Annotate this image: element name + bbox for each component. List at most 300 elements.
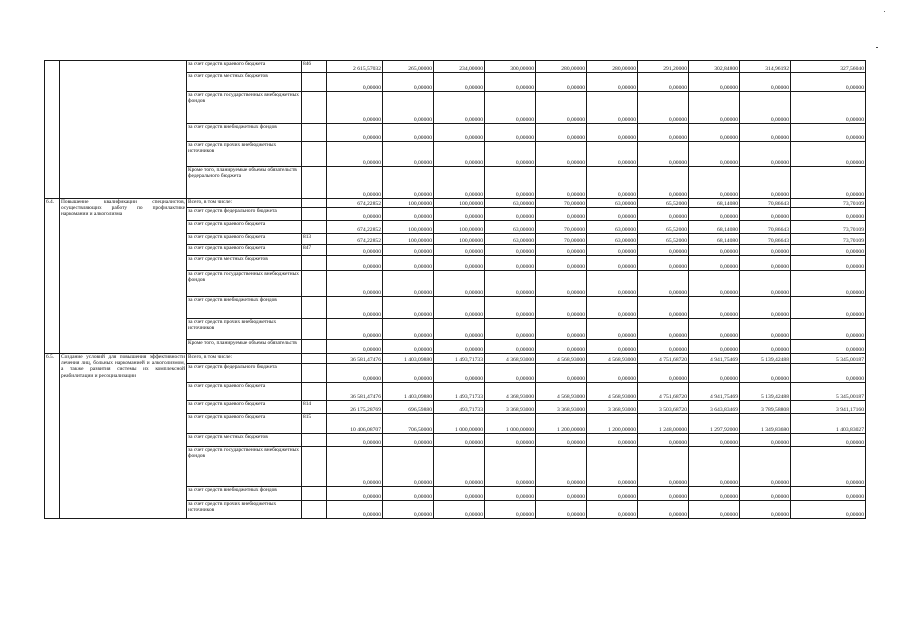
- amount-year: 0,00000: [434, 92, 485, 124]
- amount-year: 0,00000: [791, 271, 866, 297]
- amount-year: 0,00000: [638, 447, 689, 487]
- amount-total: 26 175,28769: [327, 401, 383, 414]
- amount-year: 0,00000: [740, 142, 791, 167]
- budget-code: [302, 319, 327, 340]
- amount-year: 0,00000: [383, 73, 434, 92]
- amount-year: 0,00000: [587, 297, 638, 319]
- budget-code: [302, 73, 327, 92]
- amount-year: 70,00000: [536, 199, 587, 208]
- amount-year: 4 568,93000: [587, 383, 638, 401]
- amount-year: 1 200,00000: [536, 414, 587, 434]
- amount-total: 0,00000: [327, 364, 383, 383]
- funding-source: за счет средств краевого бюджета: [187, 383, 302, 401]
- amount-year: 0,00000: [791, 256, 866, 271]
- amount-year: 0,00000: [689, 340, 740, 354]
- amount-year: 0,00000: [638, 256, 689, 271]
- amount-year: 3 503,68720: [638, 401, 689, 414]
- amount-year: 0,00000: [485, 124, 536, 142]
- amount-year: 0,00000: [689, 319, 740, 340]
- amount-year: 0,00000: [434, 487, 485, 501]
- amount-total: 0,00000: [327, 434, 383, 447]
- funding-source: Всего, в том числе:: [187, 199, 302, 208]
- funding-source: за счет средств краевого бюджета: [187, 414, 302, 434]
- amount-year: 0,00000: [434, 245, 485, 256]
- amount-year: 0,00000: [434, 124, 485, 142]
- budget-code: [302, 487, 327, 501]
- amount-year: 1 493,71733: [434, 354, 485, 364]
- budget-code: [302, 434, 327, 447]
- amount-year: 63,00000: [587, 199, 638, 208]
- amount-year: 0,00000: [740, 167, 791, 199]
- budget-code: [302, 501, 327, 519]
- budget-table: [44, 60, 866, 519]
- budget-code: [302, 124, 327, 142]
- amount-year: 0,00000: [485, 167, 536, 199]
- amount-year: 63,00000: [485, 234, 536, 245]
- amount-year: 0,00000: [485, 319, 536, 340]
- amount-year: 0,00000: [638, 364, 689, 383]
- amount-year: 0,00000: [740, 245, 791, 256]
- amount-total: 0,00000: [327, 92, 383, 124]
- amount-year: 0,00000: [434, 167, 485, 199]
- amount-year: 1 493,71733: [434, 383, 485, 401]
- amount-year: 100,00000: [383, 221, 434, 234]
- amount-year: 0,00000: [689, 447, 740, 487]
- amount-year: 0,00000: [740, 73, 791, 92]
- amount-year: 100,00000: [434, 234, 485, 245]
- amount-year: 0,00000: [740, 256, 791, 271]
- amount-year: 1 297,92000: [689, 414, 740, 434]
- budget-code: [302, 167, 327, 199]
- budget-code: 847: [302, 245, 327, 256]
- amount-year: 706,50000: [383, 414, 434, 434]
- amount-year: 70,86643: [740, 221, 791, 234]
- amount-year: 302,84800: [689, 61, 740, 73]
- amount-year: 0,00000: [536, 92, 587, 124]
- amount-year: 3 368,93000: [536, 401, 587, 414]
- amount-year: 0,00000: [638, 167, 689, 199]
- amount-year: 0,00000: [434, 73, 485, 92]
- amount-year: 0,00000: [791, 340, 866, 354]
- amount-year: 0,00000: [383, 245, 434, 256]
- amount-total: 36 581,47476: [327, 383, 383, 401]
- amount-total: 674,22852: [327, 221, 383, 234]
- amount-year: 100,00000: [383, 234, 434, 245]
- amount-year: 0,00000: [536, 271, 587, 297]
- budget-code: [302, 364, 327, 383]
- amount-year: 68,14080: [689, 221, 740, 234]
- funding-source: за счет средств местных бюджетов: [187, 73, 302, 92]
- amount-year: 280,00000: [587, 61, 638, 73]
- amount-year: 0,00000: [791, 447, 866, 487]
- amount-year: 0,00000: [689, 245, 740, 256]
- amount-year: 0,00000: [434, 447, 485, 487]
- amount-year: 1 200,00000: [587, 414, 638, 434]
- amount-year: 70,00000: [536, 234, 587, 245]
- amount-total: 2 615,57032: [327, 61, 383, 73]
- funding-source: за счет средств местных бюджетов: [187, 434, 302, 447]
- amount-year: 100,00000: [383, 199, 434, 208]
- amount-total: 0,00000: [327, 447, 383, 487]
- amount-year: 5 345,00187: [791, 383, 866, 401]
- budget-table-sheet: [44, 60, 865, 519]
- amount-year: 73,70109: [791, 221, 866, 234]
- amount-year: 0,00000: [434, 297, 485, 319]
- amount-year: 3 643,83469: [689, 401, 740, 414]
- amount-year: 0,00000: [740, 92, 791, 124]
- amount-year: 0,00000: [791, 92, 866, 124]
- amount-year: 0,00000: [536, 319, 587, 340]
- budget-code: [302, 92, 327, 124]
- amount-year: 63,00000: [587, 234, 638, 245]
- amount-total: 0,00000: [327, 271, 383, 297]
- amount-total: 674,22852: [327, 234, 383, 245]
- amount-year: 63,00000: [485, 199, 536, 208]
- amount-year: 314,96192: [740, 61, 791, 73]
- amount-year: 73,70109: [791, 199, 866, 208]
- budget-code: [302, 354, 327, 364]
- amount-total: 0,00000: [327, 73, 383, 92]
- amount-year: 0,00000: [536, 297, 587, 319]
- amount-year: 0,00000: [485, 271, 536, 297]
- section-number: 6.4.: [45, 199, 60, 354]
- amount-year: 0,00000: [536, 364, 587, 383]
- amount-year: 4 941,75469: [689, 383, 740, 401]
- amount-year: 0,00000: [434, 208, 485, 221]
- amount-year: 0,00000: [638, 434, 689, 447]
- amount-total: 0,00000: [327, 245, 383, 256]
- amount-year: 493,71733: [434, 401, 485, 414]
- amount-total: 0,00000: [327, 487, 383, 501]
- amount-year: 0,00000: [485, 501, 536, 519]
- amount-year: 0,00000: [434, 271, 485, 297]
- amount-year: 0,00000: [587, 487, 638, 501]
- budget-code: [302, 221, 327, 234]
- table-row: [45, 354, 866, 364]
- funding-source: за счет средств внебюджетных фондов: [187, 124, 302, 142]
- amount-year: 0,00000: [383, 271, 434, 297]
- amount-total: 10 406,08707: [327, 414, 383, 434]
- amount-year: 0,00000: [383, 92, 434, 124]
- amount-year: 1 000,00000: [434, 414, 485, 434]
- amount-year: 0,00000: [689, 434, 740, 447]
- scan-dot: [884, 11, 885, 12]
- amount-total: 0,00000: [327, 319, 383, 340]
- amount-year: 0,00000: [638, 340, 689, 354]
- amount-year: 0,00000: [587, 434, 638, 447]
- amount-year: 0,00000: [485, 297, 536, 319]
- amount-year: 0,00000: [485, 434, 536, 447]
- amount-year: 0,00000: [536, 256, 587, 271]
- scan-mark: [876, 47, 878, 48]
- funding-source: за счет средств прочих внебюджетных источников: [187, 319, 302, 340]
- amount-year: 327,56040: [791, 61, 866, 73]
- budget-code: [302, 383, 327, 401]
- amount-year: 0,00000: [434, 340, 485, 354]
- amount-year: 0,00000: [791, 124, 866, 142]
- section-title: Повышение квалификации специалистов, осуществляющих работу по профилактике наркомании и алкоголизма: [60, 199, 187, 354]
- amount-year: 68,14080: [689, 199, 740, 208]
- amount-year: 0,00000: [383, 434, 434, 447]
- amount-year: 0,00000: [485, 487, 536, 501]
- amount-year: 0,00000: [485, 142, 536, 167]
- amount-year: 1 248,00000: [638, 414, 689, 434]
- amount-year: 0,00000: [740, 208, 791, 221]
- funding-source: Всего, в том числе:: [187, 354, 302, 364]
- funding-source: за счет средств государственных внебюджетных фондов: [187, 447, 302, 487]
- amount-year: 0,00000: [485, 256, 536, 271]
- amount-year: 0,00000: [689, 271, 740, 297]
- funding-source: за счет средств федерального бюджета: [187, 364, 302, 383]
- amount-year: 0,00000: [587, 208, 638, 221]
- amount-year: 0,00000: [740, 364, 791, 383]
- amount-year: 0,00000: [383, 364, 434, 383]
- amount-total: 0,00000: [327, 297, 383, 319]
- amount-year: 1 000,00000: [485, 414, 536, 434]
- amount-year: 0,00000: [791, 297, 866, 319]
- amount-total: 0,00000: [327, 501, 383, 519]
- amount-total: 36 581,47476: [327, 354, 383, 364]
- budget-code: [302, 208, 327, 221]
- amount-year: 0,00000: [587, 501, 638, 519]
- amount-year: 0,00000: [791, 434, 866, 447]
- amount-year: 70,86643: [740, 199, 791, 208]
- amount-year: 0,00000: [587, 167, 638, 199]
- amount-year: 0,00000: [383, 167, 434, 199]
- amount-year: 0,00000: [536, 73, 587, 92]
- amount-year: 63,00000: [485, 221, 536, 234]
- amount-year: 0,00000: [383, 208, 434, 221]
- amount-year: 0,00000: [383, 256, 434, 271]
- amount-year: 0,00000: [587, 447, 638, 487]
- amount-year: 4 568,93000: [587, 354, 638, 364]
- amount-year: 0,00000: [689, 364, 740, 383]
- funding-source: за счет средств внебюджетных фондов: [187, 297, 302, 319]
- amount-year: 0,00000: [689, 142, 740, 167]
- amount-year: 0,00000: [689, 208, 740, 221]
- amount-year: 0,00000: [689, 256, 740, 271]
- amount-year: 0,00000: [638, 297, 689, 319]
- amount-year: 234,00000: [434, 61, 485, 73]
- funding-source: за счет средств государственных внебюджетных фондов: [187, 92, 302, 124]
- amount-year: 0,00000: [740, 319, 791, 340]
- amount-year: 0,00000: [740, 297, 791, 319]
- amount-year: 0,00000: [689, 501, 740, 519]
- amount-year: 0,00000: [536, 124, 587, 142]
- amount-year: 0,00000: [536, 245, 587, 256]
- amount-year: 0,00000: [587, 92, 638, 124]
- amount-total: 0,00000: [327, 142, 383, 167]
- amount-total: 0,00000: [327, 208, 383, 221]
- amount-year: 291,20000: [638, 61, 689, 73]
- amount-year: 0,00000: [485, 340, 536, 354]
- funding-source: за счет средств прочих внебюджетных источников: [187, 501, 302, 519]
- amount-year: 0,00000: [485, 208, 536, 221]
- amount-year: 3 368,93000: [485, 401, 536, 414]
- amount-year: 0,00000: [689, 73, 740, 92]
- amount-year: 0,00000: [383, 501, 434, 519]
- amount-year: 0,00000: [536, 447, 587, 487]
- amount-year: 0,00000: [587, 256, 638, 271]
- amount-year: 0,00000: [638, 501, 689, 519]
- amount-total: 0,00000: [327, 167, 383, 199]
- amount-year: 0,00000: [587, 142, 638, 167]
- amount-year: 70,86643: [740, 234, 791, 245]
- budget-code: [302, 271, 327, 297]
- budget-code: [302, 447, 327, 487]
- funding-source: за счет средств внебюджетных фондов: [187, 487, 302, 501]
- budget-table-body: [45, 61, 866, 519]
- amount-year: 0,00000: [485, 364, 536, 383]
- budget-code: [302, 142, 327, 167]
- amount-year: 0,00000: [791, 245, 866, 256]
- amount-year: 5 139,42488: [740, 354, 791, 364]
- amount-year: 0,00000: [485, 92, 536, 124]
- amount-year: 0,00000: [689, 124, 740, 142]
- amount-year: 1 403,09880: [383, 383, 434, 401]
- amount-year: 0,00000: [383, 297, 434, 319]
- amount-year: 1 403,83027: [791, 414, 866, 434]
- amount-total: 0,00000: [327, 256, 383, 271]
- section-number: [45, 61, 60, 199]
- funding-source: за счет средств краевого бюджета: [187, 61, 302, 73]
- funding-source: за счет средств прочих внебюджетных источников: [187, 142, 302, 167]
- amount-year: 3 789,58808: [740, 401, 791, 414]
- funding-source: Кроме того, планируемые объемы обязательств: [187, 340, 302, 354]
- budget-code: 815: [302, 414, 327, 434]
- funding-source: за счет средств федерального бюджета: [187, 208, 302, 221]
- amount-year: 65,52000: [638, 221, 689, 234]
- funding-source: за счет средств местных бюджетов: [187, 256, 302, 271]
- amount-year: 0,00000: [740, 501, 791, 519]
- amount-year: 0,00000: [434, 142, 485, 167]
- amount-year: 0,00000: [536, 167, 587, 199]
- amount-year: 0,00000: [689, 167, 740, 199]
- amount-year: 4 941,75469: [689, 354, 740, 364]
- amount-year: 0,00000: [791, 208, 866, 221]
- amount-year: 68,14080: [689, 234, 740, 245]
- amount-total: 0,00000: [327, 124, 383, 142]
- amount-year: 0,00000: [638, 487, 689, 501]
- amount-year: 0,00000: [383, 319, 434, 340]
- funding-source: Кроме того, планируемые объемы обязательств федерального бюджета: [187, 167, 302, 199]
- budget-code: [302, 256, 327, 271]
- amount-year: 696,59880: [383, 401, 434, 414]
- amount-year: 1 403,09880: [383, 354, 434, 364]
- amount-year: 63,00000: [587, 221, 638, 234]
- amount-year: 0,00000: [791, 167, 866, 199]
- amount-year: 0,00000: [383, 142, 434, 167]
- amount-year: 3 368,93000: [587, 401, 638, 414]
- amount-year: 0,00000: [434, 319, 485, 340]
- amount-year: 0,00000: [434, 364, 485, 383]
- amount-total: 0,00000: [327, 340, 383, 354]
- amount-year: 0,00000: [740, 487, 791, 501]
- amount-year: 65,52000: [638, 234, 689, 245]
- table-row: [45, 61, 866, 73]
- section-number: 6.5.: [45, 354, 60, 519]
- amount-year: 0,00000: [383, 124, 434, 142]
- budget-code: [302, 340, 327, 354]
- amount-year: 0,00000: [383, 487, 434, 501]
- section-title: Создание условий для повышения эффективности лечения лиц, больных наркоманией и алкоголизмом, а также развития системы их комплексной реабилитации и ресоциализации: [60, 354, 187, 519]
- amount-year: 100,00000: [434, 221, 485, 234]
- amount-year: 0,00000: [536, 487, 587, 501]
- amount-year: 265,00000: [383, 61, 434, 73]
- amount-year: 0,00000: [383, 340, 434, 354]
- amount-year: 0,00000: [536, 208, 587, 221]
- amount-year: 100,00000: [434, 199, 485, 208]
- amount-year: 0,00000: [791, 73, 866, 92]
- amount-year: 0,00000: [587, 73, 638, 92]
- budget-code: [302, 199, 327, 208]
- amount-year: 0,00000: [638, 245, 689, 256]
- amount-year: 0,00000: [587, 124, 638, 142]
- budget-code: [302, 297, 327, 319]
- amount-year: 0,00000: [434, 501, 485, 519]
- amount-year: 0,00000: [740, 434, 791, 447]
- amount-year: 0,00000: [485, 245, 536, 256]
- section-title: [60, 61, 187, 199]
- amount-year: 0,00000: [638, 271, 689, 297]
- amount-year: 0,00000: [740, 340, 791, 354]
- amount-year: 0,00000: [740, 447, 791, 487]
- amount-year: 0,00000: [689, 297, 740, 319]
- amount-year: 0,00000: [791, 364, 866, 383]
- amount-year: 4 568,93000: [536, 354, 587, 364]
- amount-year: 0,00000: [587, 245, 638, 256]
- amount-year: 0,00000: [791, 319, 866, 340]
- funding-source: за счет средств государственных внебюджетных фондов: [187, 271, 302, 297]
- amount-year: 0,00000: [638, 319, 689, 340]
- amount-year: 0,00000: [587, 319, 638, 340]
- amount-year: 70,00000: [536, 221, 587, 234]
- amount-year: 4 751,68720: [638, 383, 689, 401]
- amount-year: 0,00000: [434, 434, 485, 447]
- amount-year: 4 368,93000: [485, 354, 536, 364]
- amount-year: 0,00000: [587, 340, 638, 354]
- amount-year: 280,00000: [536, 61, 587, 73]
- funding-source: за счет средств краевого бюджета: [187, 401, 302, 414]
- amount-year: 0,00000: [638, 73, 689, 92]
- table-row: [45, 199, 866, 208]
- amount-year: 0,00000: [485, 73, 536, 92]
- amount-year: 4 568,93000: [536, 383, 587, 401]
- amount-year: 1 349,83680: [740, 414, 791, 434]
- budget-code: 846: [302, 61, 327, 73]
- amount-year: 0,00000: [689, 92, 740, 124]
- amount-year: 0,00000: [740, 124, 791, 142]
- amount-year: 0,00000: [536, 142, 587, 167]
- amount-year: 0,00000: [536, 340, 587, 354]
- amount-year: 0,00000: [689, 487, 740, 501]
- budget-code: 813: [302, 234, 327, 245]
- amount-year: 73,70109: [791, 234, 866, 245]
- amount-year: 300,00000: [485, 61, 536, 73]
- amount-total: 674,22852: [327, 199, 383, 208]
- amount-year: 0,00000: [536, 434, 587, 447]
- amount-year: 0,00000: [791, 487, 866, 501]
- amount-year: 0,00000: [638, 142, 689, 167]
- amount-year: 4 368,93000: [485, 383, 536, 401]
- amount-year: 0,00000: [587, 271, 638, 297]
- amount-year: 0,00000: [536, 501, 587, 519]
- amount-year: 0,00000: [434, 256, 485, 271]
- amount-year: 4 751,68720: [638, 354, 689, 364]
- amount-year: 0,00000: [638, 124, 689, 142]
- amount-year: 65,52000: [638, 199, 689, 208]
- amount-year: 0,00000: [485, 447, 536, 487]
